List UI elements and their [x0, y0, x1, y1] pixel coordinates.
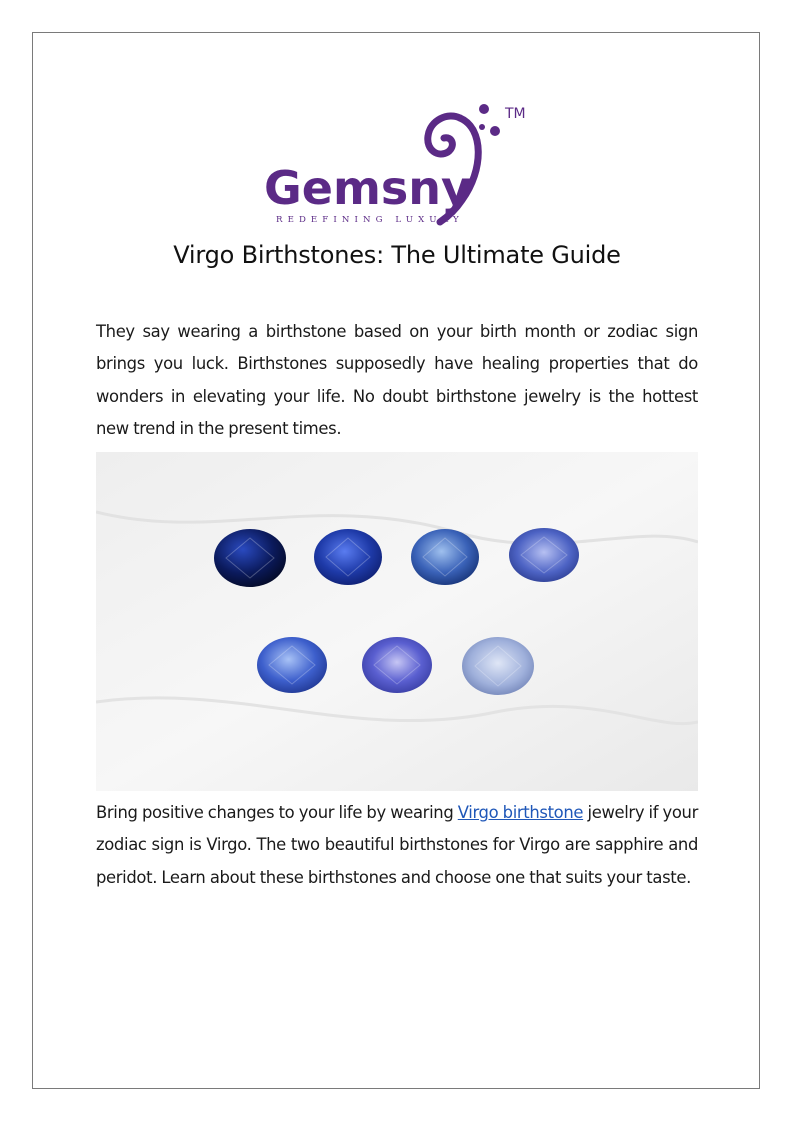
page-title: Virgo Birthstones: The Ultimate Guide	[173, 241, 621, 269]
intro-paragraph: They say wearing a birthstone based on your birth month or zodiac sign brings you luck. Birthstones supposedly have healing properties that do wonders in elevating your life. No doubt birthstone jewelry is the hottest new trend in the present times.	[96, 322, 698, 439]
swirl-icon	[428, 116, 460, 154]
virgo-paragraph-rest: jewelry if your zodiac sign is Virgo. The two beautiful birthstones for Virgo are sapphire and peridot. Learn about these birthstones and choose one that suits your taste.	[96, 803, 698, 887]
sapphire-gems-photo	[96, 452, 698, 791]
gemsny-logo-graphic	[262, 98, 538, 228]
dot-icon	[479, 104, 489, 114]
dot-icon	[479, 124, 485, 130]
virgo-paragraph-intro: Bring positive changes to your life by wearing	[96, 803, 458, 822]
dot-icon	[490, 126, 500, 136]
trademark: TM	[505, 106, 526, 122]
brand-tagline: REDEFINING LUXURY	[276, 215, 464, 225]
virgo-birthstone-link[interactable]: Virgo birthstone	[457, 803, 584, 822]
gemsny-logo	[262, 98, 538, 228]
brand-name: Gemsny	[264, 161, 471, 215]
virgo-paragraph	[96, 797, 698, 894]
gem-stone	[509, 528, 579, 582]
